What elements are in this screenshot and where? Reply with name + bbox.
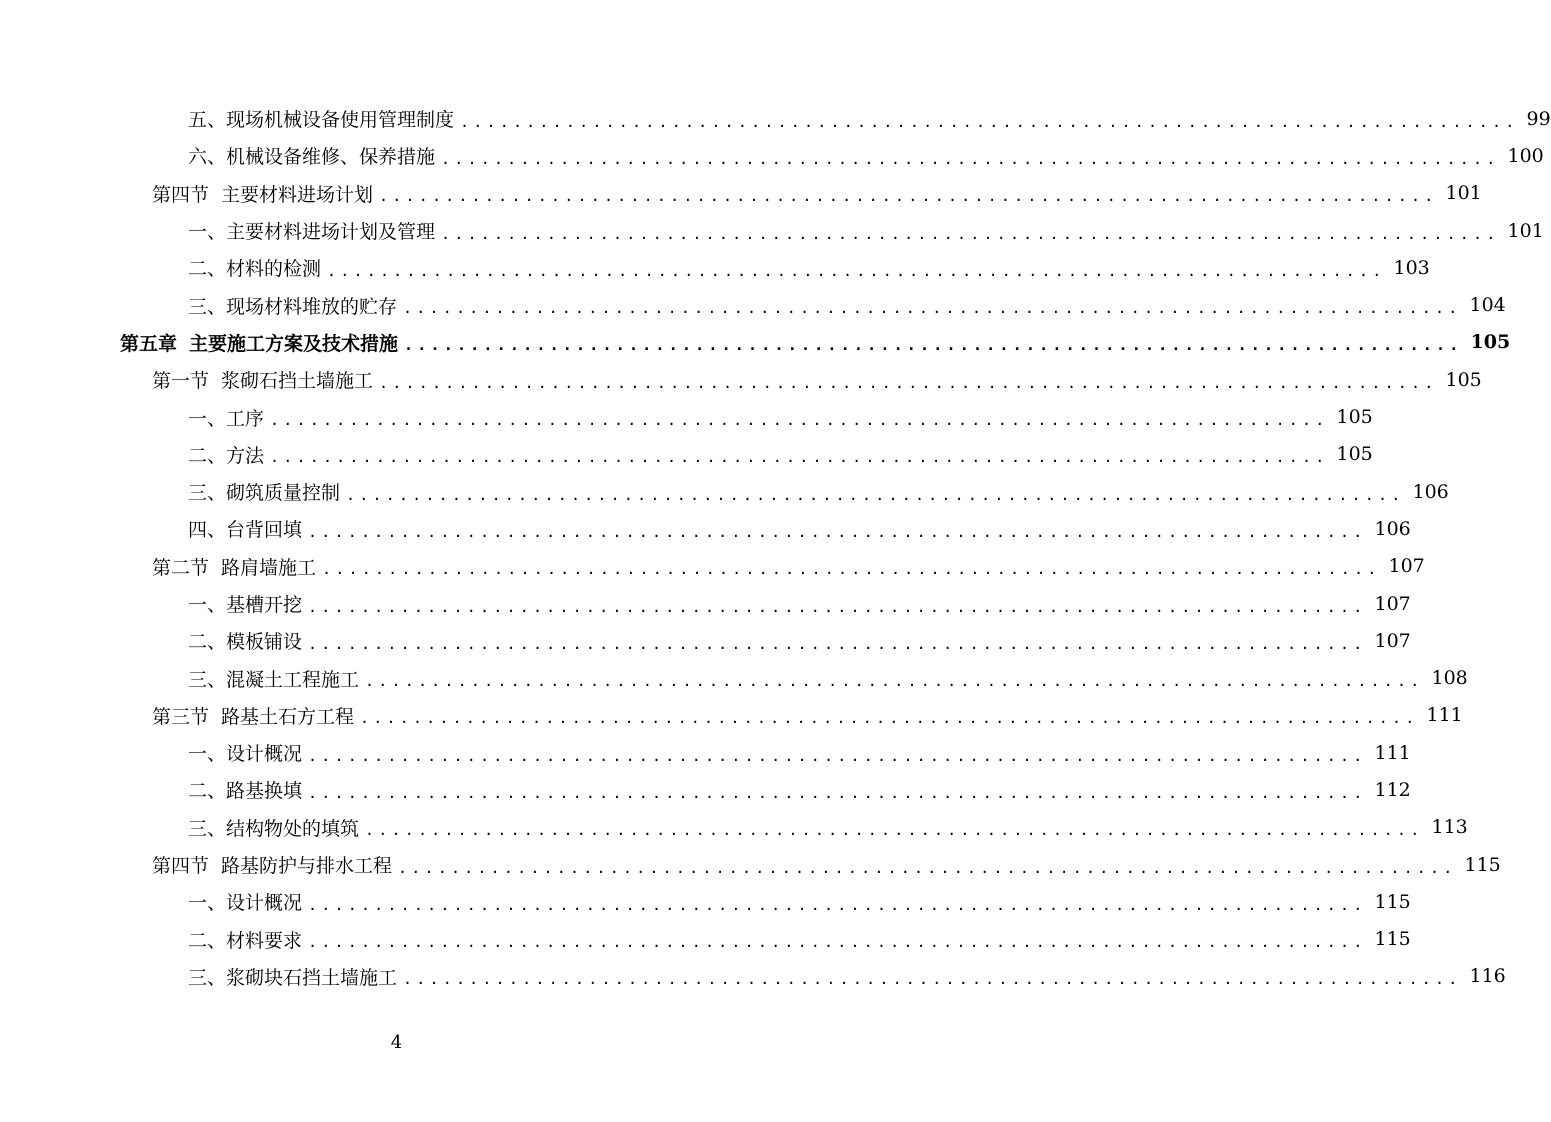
toc-entry-title: [188, 292, 397, 319]
toc-entry-title: [188, 926, 302, 953]
toc-entry-label: 结构物处的填筑: [226, 817, 360, 840]
toc-entry[interactable]: [0, 697, 1463, 734]
toc-entry[interactable]: [0, 510, 1411, 547]
dot-leader: ................................................................................: [308, 895, 1367, 914]
toc-entry-number: 二、: [188, 631, 227, 654]
toc-entry-number: 三、: [188, 817, 227, 840]
toc-entry-label: 主要施工方案及技术措施: [189, 332, 399, 355]
toc-entry-number: 二、: [188, 929, 227, 952]
toc-entry-page: 105: [1336, 443, 1373, 466]
dot-leader: ................................................................................: [403, 970, 1462, 989]
toc-entry-number: 二、: [188, 780, 227, 803]
toc-entry-page: 111: [1374, 741, 1411, 764]
toc-entry-title: [188, 105, 454, 132]
toc-entry-page: 105: [1336, 406, 1373, 429]
toc-entry-title: [152, 180, 373, 207]
dot-leader: ................................................................................: [346, 485, 1405, 504]
toc-entry-title: [188, 515, 302, 542]
toc-entry-number: 一、: [188, 221, 227, 244]
toc-entry-page: 103: [1393, 256, 1430, 279]
toc-entry-label: 路基换填: [226, 780, 303, 803]
toc-entry-label: 设计概况: [226, 743, 303, 766]
toc-entry-title: [188, 142, 435, 169]
toc-entry-label: 方法: [226, 444, 265, 467]
toc-entry-number: 第二节: [152, 556, 210, 579]
toc-entry-page: 111: [1426, 704, 1463, 727]
toc-entry-label: 材料要求: [226, 929, 303, 952]
toc-entry[interactable]: [0, 286, 1506, 323]
toc-entry[interactable]: [0, 585, 1411, 622]
toc-entry[interactable]: [0, 846, 1501, 883]
dot-leader: ................................................................................: [365, 672, 1424, 691]
dot-leader: ................................................................................: [270, 448, 1329, 467]
toc-entry[interactable]: [0, 958, 1506, 995]
toc-entry-page: 106: [1412, 480, 1449, 503]
toc-entry-number: 三、: [188, 966, 227, 989]
toc-entry-page: 107: [1374, 629, 1411, 652]
toc-entry-page: 115: [1374, 928, 1411, 951]
toc-entry[interactable]: [0, 212, 1544, 249]
dot-leader: ................................................................................: [270, 411, 1329, 430]
toc-entry[interactable]: [0, 622, 1411, 659]
dot-leader: ................................................................................: [308, 933, 1367, 952]
toc-entry[interactable]: [0, 249, 1430, 286]
toc-entry-label: 主要材料进场计划及管理: [226, 221, 436, 244]
toc-entry[interactable]: [0, 100, 1551, 137]
toc-entry-page: 104: [1469, 294, 1506, 317]
toc-entry-number: 三、: [188, 482, 227, 505]
toc-entry[interactable]: [0, 436, 1373, 473]
toc-entry[interactable]: [0, 324, 1511, 361]
toc-entry-label: 工序: [226, 407, 265, 430]
toc-entry[interactable]: [0, 361, 1482, 398]
toc-entry-page: 115: [1464, 853, 1501, 876]
toc-entry-number: 第四节: [152, 183, 210, 206]
toc-entry-number: 一、: [188, 594, 227, 616]
toc-entry-title: [188, 739, 302, 766]
toc-entry-label: 台背回填: [226, 519, 303, 542]
toc-entry-number: 第一节: [152, 370, 210, 393]
toc-entry-title: [188, 888, 302, 915]
toc-entry-label: 路基防护与排水工程: [221, 855, 393, 878]
toc-entry[interactable]: [0, 809, 1468, 846]
dot-leader: ................................................................................: [322, 560, 1381, 579]
toc-entry-label: 基槽开挖: [226, 594, 303, 616]
dot-leader: ................................................................................: [403, 299, 1462, 318]
toc-entry-label: 现场机械设备使用管理制度: [226, 109, 455, 132]
toc-entry-page: 101: [1507, 219, 1544, 242]
toc-entry-number: 第四节: [152, 855, 210, 878]
toc-entry-title: [188, 627, 302, 654]
toc-entry-title: [188, 590, 302, 617]
toc-entry[interactable]: [0, 473, 1449, 510]
toc-entry-number: 三、: [188, 295, 227, 318]
toc-entry-number: 一、: [188, 892, 227, 915]
dot-leader: ................................................................................: [441, 149, 1500, 168]
toc-entry[interactable]: [0, 137, 1544, 174]
toc-entry-title: [188, 404, 264, 431]
toc-entry-number: 二、: [188, 258, 227, 281]
toc-entry-label: 现场材料堆放的贮存: [226, 295, 398, 318]
toc-entry-page: 106: [1374, 517, 1411, 540]
toc-entry-page: 112: [1374, 778, 1411, 801]
dot-leader: ................................................................................: [379, 373, 1438, 392]
toc-entry-label: 主要材料进场计划: [221, 183, 374, 206]
toc-entry-label: 浆砌块石挡土墙施工: [226, 966, 398, 989]
toc-entry-page: 108: [1431, 667, 1468, 690]
toc-entry-page: 113: [1431, 816, 1468, 839]
toc-entry-title: [152, 851, 392, 878]
toc-entry[interactable]: [0, 921, 1411, 958]
toc-entry-title: [120, 329, 398, 356]
toc-entry-number: 一、: [188, 743, 227, 766]
dot-leader: ................................................................................: [308, 783, 1367, 802]
toc-entry-page: 115: [1374, 890, 1411, 913]
dot-leader: ................................................................................: [365, 821, 1424, 840]
toc-entry-number: 第五章: [120, 332, 178, 355]
toc-entry-page: 105: [1470, 331, 1511, 354]
toc-entry-page: 107: [1388, 555, 1425, 578]
dot-leader: ................................................................................: [398, 858, 1457, 877]
toc-entry-title: [152, 553, 316, 580]
toc-entry-page: 100: [1507, 144, 1544, 167]
toc-entry-title: [188, 776, 302, 803]
toc-entry-label: 浆砌石挡土墙施工: [221, 370, 374, 393]
dot-leader: ................................................................................: [379, 187, 1438, 206]
toc-entry-page: 105: [1445, 368, 1482, 391]
toc-entry[interactable]: [0, 734, 1411, 771]
toc-entry-number: 二、: [188, 444, 227, 467]
toc-entry-number: 第三节: [152, 705, 210, 728]
toc-entry[interactable]: [0, 175, 1482, 212]
dot-leader: ................................................................................: [360, 709, 1419, 728]
toc-entry-label: 设计概况: [226, 892, 303, 915]
toc-entry[interactable]: [0, 548, 1425, 585]
toc-entry-label: 路肩墙施工: [221, 556, 317, 579]
toc-entry-title: [152, 702, 354, 729]
toc-entry-title: [188, 441, 264, 468]
dot-leader: ................................................................................: [308, 522, 1367, 541]
toc-entry-page: 107: [1374, 592, 1411, 615]
dot-leader: ................................................................................: [460, 112, 1519, 131]
toc-entry-title: [152, 366, 373, 393]
toc-entry-number: 五、: [188, 109, 227, 132]
toc-entry-title: [188, 963, 397, 990]
toc-entry-title: [188, 254, 321, 281]
toc-entry-label: 机械设备维修、保养措施: [226, 146, 436, 169]
toc-entry-page: 116: [1469, 965, 1506, 988]
toc-entry-number: 一、: [188, 407, 227, 430]
toc-entry-label: 砌筑质量控制: [226, 482, 341, 505]
toc-entry[interactable]: [0, 771, 1411, 808]
table-of-contents: [0, 100, 1551, 995]
page-number: 4: [390, 1032, 403, 1053]
toc-entry-page: 99: [1526, 107, 1551, 130]
dot-leader: ................................................................................: [327, 261, 1386, 280]
toc-entry-label: 路基土石方工程: [221, 705, 355, 728]
toc-entry-number: 三、: [188, 668, 227, 691]
toc-entry-title: [188, 665, 359, 692]
dot-leader: ................................................................................: [404, 336, 1463, 355]
dot-leader: ................................................................................: [308, 746, 1367, 765]
toc-entry-title: [188, 478, 340, 505]
toc-entry[interactable]: [0, 659, 1468, 696]
toc-entry[interactable]: [0, 398, 1373, 435]
toc-entry-title: [188, 217, 435, 244]
toc-entry-page: 101: [1445, 182, 1482, 205]
toc-entry-title: [188, 814, 359, 841]
dot-leader: ................................................................................: [308, 634, 1367, 653]
toc-entry-label: 模板铺设: [226, 631, 303, 654]
toc-entry[interactable]: [0, 883, 1411, 920]
toc-entry-label: 混凝土工程施工: [226, 668, 360, 691]
dot-leader: ................................................................................: [441, 224, 1500, 243]
toc-entry-number: 四、: [188, 519, 227, 542]
toc-entry-label: 材料的检测: [226, 258, 322, 281]
dot-leader: ................................................................................: [308, 597, 1367, 616]
toc-entry-number: 六、: [188, 146, 227, 169]
